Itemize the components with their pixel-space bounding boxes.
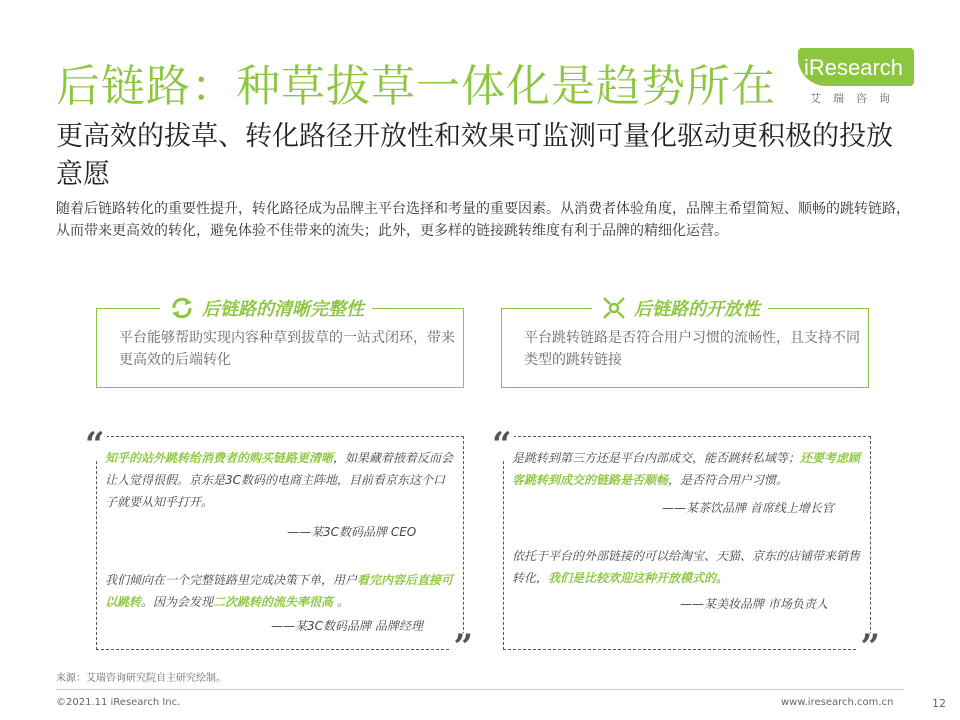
page-title: 后链路：种草拔草一体化是趋势所在 (56, 61, 776, 112)
quote-paragraph (105, 447, 455, 513)
quote-paragraph (512, 545, 862, 589)
feature-title: 后链路的清晰完整性 (202, 299, 364, 320)
quote-text: ，如果藏着掖着反而会让人觉得很假。京东是3C数码的电商主阵地，目前看京东这个口子就要从知乎打开。 (105, 451, 454, 509)
quote-text: 我们倾向在一个完整链路里完成决策下单，用户 (105, 573, 358, 587)
footer-divider (56, 689, 904, 690)
iresearch-logo (788, 48, 916, 106)
source-note: 来源：艾瑞咨询研究院自主研究绘制。 (56, 673, 226, 684)
logo-subtext: 艾瑞咨询 (810, 92, 902, 105)
network-icon (600, 296, 628, 320)
quote-text: ，是否符合用户习惯。 (668, 473, 789, 487)
quote-highlight: 我们是比较欢迎这种开放模式的。 (548, 571, 729, 585)
quote-signature: ——某茶饮品牌 首席线上增长官 (662, 501, 834, 515)
quote-box-right (492, 425, 880, 667)
intro-paragraph: 随着后链路转化的重要性提升，转化路径成为品牌主平台选择和考量的重要因素。从消费者体验角度，品牌主希望简短、顺畅的跳转链路，从而带来更高效的转化，避免体验不佳带来的流失；此外，更多样的链接跳转维度有利于品牌的精细化运营。 (56, 201, 910, 239)
quote-text: 。因为会发现 (141, 595, 214, 609)
open-quote-icon: “ (492, 425, 512, 465)
feature-title: 后链路的开放性 (634, 299, 760, 320)
refresh-icon (168, 296, 196, 320)
copyright: ©2021.11 iResearch Inc. (56, 697, 181, 708)
website-link[interactable]: www.iresearch.com.cn (781, 697, 894, 708)
quote-highlight: 看完内容后直接可以跳转 (105, 573, 454, 609)
feature-heading-completeness (160, 296, 372, 320)
quote-text: 。 (333, 595, 349, 609)
quote-signature: ——某美妆品牌 市场负责人 (680, 597, 828, 611)
quote-paragraph (105, 569, 455, 613)
page-subtitle: 更高效的拔草、转化路径开放性和效果可监测可量化驱动更积极的投放意愿 (56, 121, 893, 190)
open-quote-icon: “ (85, 425, 105, 465)
quote-signature: ——某3C数码品牌 CEO (287, 525, 417, 539)
quote-highlight: 二次跳转的流失率很高 (213, 595, 334, 609)
close-quote-icon: ” (453, 627, 473, 667)
feature-body: 平台能够帮助实现内容种草到拔草的一站式闭环，带来更高效的后端转化 (119, 330, 455, 368)
quote-box-left (85, 425, 473, 667)
close-quote-icon: ” (860, 627, 880, 667)
quote-text: 依托于平台的外部链接的可以给淘宝、天猫、京东的店铺带来销售转化， (512, 549, 861, 585)
quote-text: 是跳转到第三方还是平台内部成交，能否跳转私域等； (512, 451, 801, 465)
quote-highlight: 知乎的站外跳转给消费者的购买链路更清晰 (105, 451, 334, 465)
quote-paragraph (512, 447, 862, 491)
feature-heading-openness (592, 296, 768, 320)
page-number: 12 (932, 697, 946, 710)
quote-signature: ——某3C数码品牌 品牌经理 (271, 619, 423, 633)
logo-text: iResearch (804, 55, 904, 80)
feature-body: 平台跳转链路是否符合用户习惯的流畅性，且支持不同类型的跳转链接 (524, 330, 860, 368)
quote-highlight: 还要考虑顾客跳转到成交的链路是否顺畅 (512, 451, 861, 487)
